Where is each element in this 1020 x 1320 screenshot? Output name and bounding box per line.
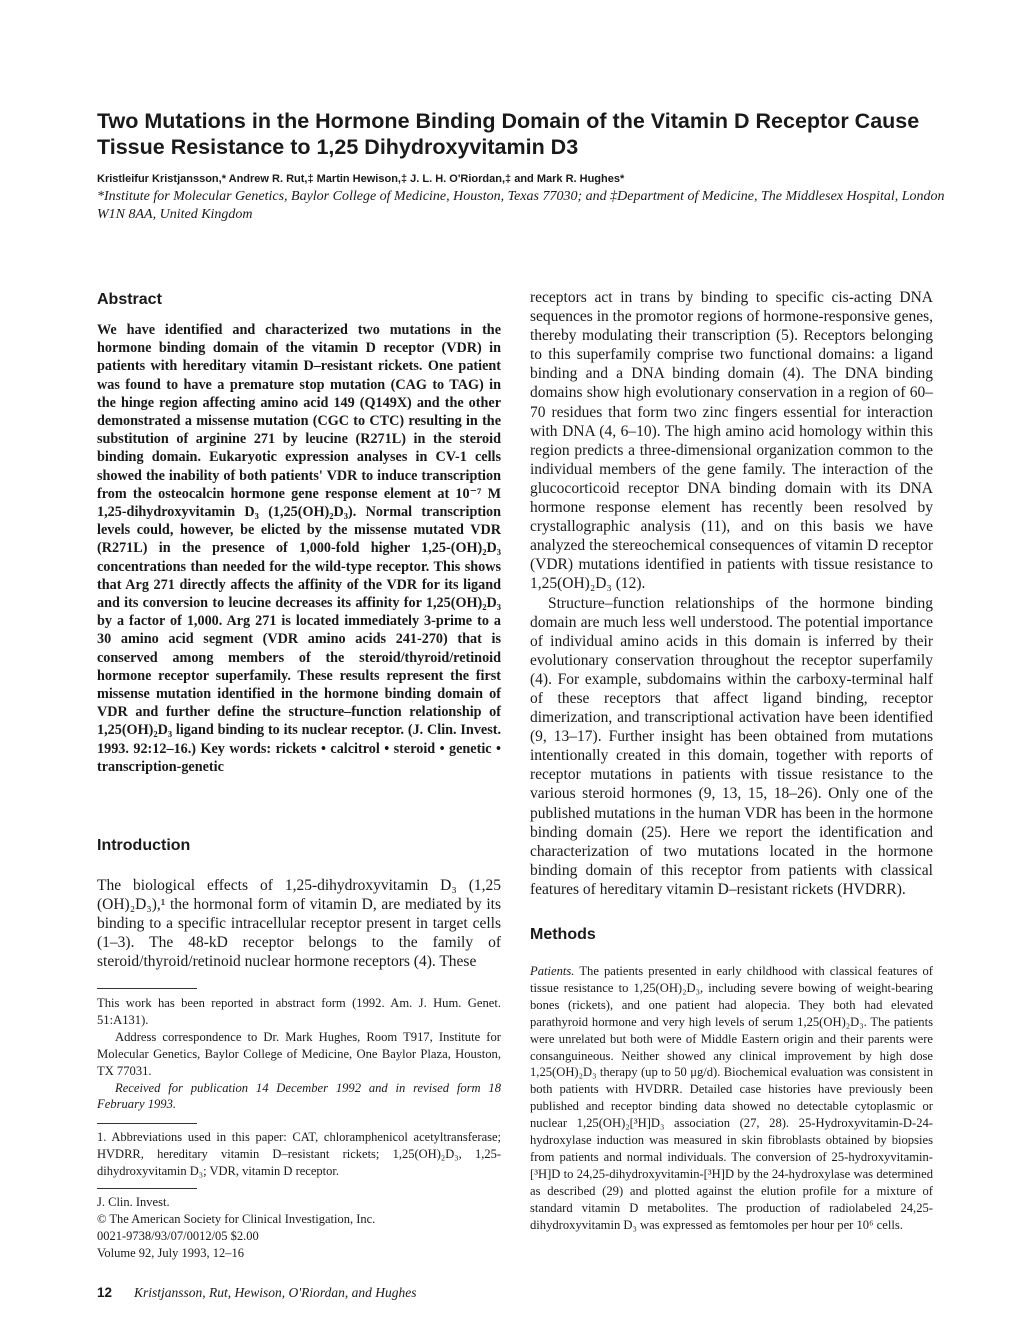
affiliations: *Institute for Molecular Genetics, Baylor College of Medicine, Houston, Texas 77030; and ‡Department of Medicine, The Middlesex Hospital, London W1N 8AA, United Kingdom [97, 189, 945, 222]
abbreviation-rule [97, 1123, 197, 1124]
patients-text: The patients presented in early childhood with classical features of tissue resistance to 1,25(OH)₂D₃, including severe bowing of weight-bearing bones (rickets), and one patient had alopecia. They both had elevated parathyroid hormone and very high levels of serum 1,25(OH)₂D₃. The patients were unrelated but both were of Middle Eastern origin and their parents were consanguineous. Neither showed any clinical improvement by high dose 1,25(OH)₂D₃ therapy (up to 50 μg/d). Biochemical evaluation was consistent in both patients with HVDRR. Detailed case histories have previously been published and receptor binding data showed no detectable cytoplasmic or nuclear 1,25(OH)₂[³H]D₃ association (27, 28). 25-Hydroxyvitamin-D-24-hydroxylase induction was measured in skin fibroblasts obtained by biopsies from patients and normal individuals. The conversion of 25-hydroxyvitamin-[³H]D to 24,25-dihydroxyvitamin-[³H]D by the 24-hydroxylase was determined as described (29) and plotted against the elution profile for a mixture of standard vitamin D metabolites. The production of radiolabeled 24,25-dihydroxyvitamin D₃ was expressed as femtomoles per hour per 10⁶ cells. [530, 964, 933, 1232]
issn-line: 0021-9738/93/07/0012/05 $2.00 [97, 1228, 259, 1243]
introduction-body [97, 876, 501, 971]
abstract-body: We have identified and characterized two mutations in the hormone binding domain of the vitamin D receptor (VDR) in patients with hereditary vitamin D–resistant rickets. One patient was found to have a premature stop mutation (CAG to TAG) in the hinge region affecting amino acid 149 (Q149X) and the other demonstrated a missense mutation (CGC to CTC) resulting in the substitution of arginine 271 by leucine (R271L) in the steroid binding domain. Eukaryotic expression analyses in CV-1 cells showed the inability of both patients' VDR to induce transcription from the osteocalcin hormone gene response element at 10⁻⁷ M 1,25-dihydroxyvitamin D₃ (1,25(OH)₂D₃). Normal transcription levels could, however, be elicted by the missense mutated VDR (R271L) in the presence of 1,000-fold higher 1,25-(OH)₂D₃ concentrations than needed for the wild-type receptor. This shows that Arg 271 directly affects the affinity of the VDR for its ligand and its conversion to leucine decreases its affinity for 1,25(OH)₂D₃ by a factor of 1,000. Arg 271 is located immediately 3-prime to a 30 amino acid segment (VDR amino acids 241-270) that is conserved among members of the steroid/thyroid/retinoid hormone receptor superfamily. These results represent the first missense mutation identified in the hormone binding domain of VDR and further define the structure–function relationship of 1,25(OH)₂D₃ ligand binding to its nuclear receptor. (J. Clin. Invest. 1993. 92:12–16.) Key words: rickets • calcitrol • steroid • genetic • transcription-genetic [97, 322, 501, 775]
front-matter-notes [97, 995, 501, 1113]
copyright-block [97, 1194, 501, 1262]
copyright-society: © The American Society for Clinical Investigation, Inc. [97, 1211, 376, 1226]
abbreviations-footnote [97, 1129, 501, 1180]
right-paragraph-1: receptors act in trans by binding to specific cis-acting DNA sequences in the promotor regions of hormone-responsive genes, thereby modulating their transcription (5). Receptors belonging to this superfamily comprise two functional domains: a ligand binding and a DNA binding domain (4). The DNA binding domains show high evolutionary conservation in a region of 60–70 residues that form two zinc fingers essential for interaction with DNA (4, 6–10). The high amino acid homology within this region predicts a three-dimensional organization common to the individual members of the gene family. The interaction of the glucocorticoid receptor DNA binding domain with its DNA hormone response element has recently been resolved by crystallographic analysis (11), and on this basis we have analyzed the stereochemical consequences of vitamin D receptor (VDR) mutations identified in patients with tissue resistance to 1,25(OH)₂D₃ (12). [530, 289, 933, 593]
methods-body [530, 963, 933, 1234]
journal-name: J. Clin. Invest. [97, 1195, 170, 1209]
received-note: Received for publication 14 December 1992 and in revised form 18 February 1993. [97, 1080, 501, 1112]
patients-subheading: Patients. [530, 964, 575, 978]
abstract-heading: Abstract [97, 291, 162, 308]
footnote-rule [97, 988, 197, 989]
correspondence-note: Address correspondence to Dr. Mark Hughes, Room T917, Institute for Molecular Genetics, Baylor College of Medicine, One Baylor Plaza, Houston, TX 77031. [97, 1029, 501, 1078]
page-number: 12 [97, 1285, 113, 1300]
abstract-form-note: This work has been reported in abstract form (1992. Am. J. Hum. Genet. 51:A131). [97, 996, 501, 1027]
introduction-continued [530, 288, 933, 899]
running-authors: Kristjansson, Rut, Hewison, O'Riordan, and Hughes [134, 1285, 417, 1300]
volume-line: Volume 92, July 1993, 12–16 [97, 1245, 244, 1260]
copyright-rule [97, 1188, 197, 1189]
abbreviations-text: 1. Abbreviations used in this paper: CAT, chloramphenicol acetyltransferase; HVDRR, hereditary vitamin D–resistant rickets; 1,25(OH)₂D₃, 1,25-dihydroxyvitamin D₃; VDR, vitamin D receptor. [97, 1130, 501, 1178]
article-title: Two Mutations in the Hormone Binding Domain of the Vitamin D Receptor Cause Tissue Resistance to 1,25 Dihydroxyvitamin D3 [97, 109, 920, 159]
author-list: Kristleifur Kristjansson,* Andrew R. Rut,‡ Martin Hewison,‡ J. L. H. O'Riordan,‡ and Mark R. Hughes* [97, 173, 625, 185]
page-footer [97, 1285, 417, 1301]
right-paragraph-2: Structure–function relationships of the hormone binding domain are much less well understood. The potential importance of individual amino acids in this domain is inferred by their evolutionary conservation throughout the receptor superfamily (4). For example, subdomains within the carboxy-terminal half of these receptors that affect ligand binding, receptor dimerization, and transcriptional activation have been identified (9, 13–17). Further insight has been obtained from mutations intentionally created in this domain, together with reports of receptor mutations in patients with tissue resistance to the various steroid hormones (9, 13, 15, 18–26). Only one of the published mutations in the human VDR has been in the hormone binding domain (25). Here we report the identification and characterization of two mutations located in the hormone binding domain of this receptor from patients with classical features of hereditary vitamin D–resistant rickets (HVDRR). [530, 594, 933, 898]
introduction-paragraph: The biological effects of 1,25-dihydroxyvitamin D₃ (1,25 (OH)₂D₃),¹ the hormonal form of vitamin D, are mediated by its binding to a specific intracellular receptor present in target cells (1–3). The 48-kD receptor belongs to the family of steroid/thyroid/retinoid nuclear hormone receptors (4). These [97, 877, 501, 971]
introduction-heading: Introduction [97, 837, 191, 854]
methods-heading: Methods [530, 926, 596, 943]
